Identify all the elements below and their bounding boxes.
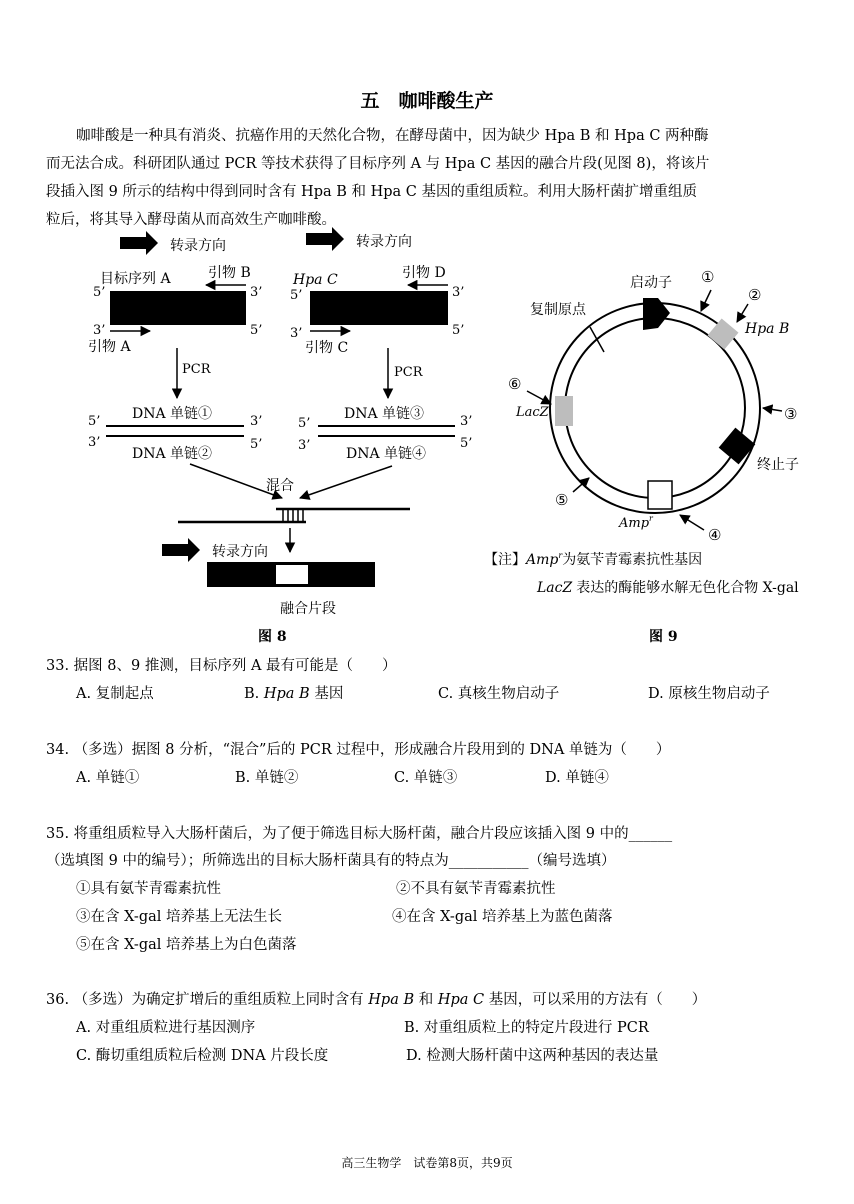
primer-a-label: 引物 A	[88, 339, 131, 355]
ss4-label: DNA 单链④	[346, 446, 427, 462]
q33-stem: 33. 据图 8、9 推测，目标序列 A 最有可能是（ ）	[46, 658, 397, 674]
q35-item-4: ④在含 X-gal 培养基上为蓝色菌落	[392, 909, 613, 925]
figure-9	[484, 268, 799, 645]
hpab-label: Hpa B	[745, 321, 790, 337]
hpac-block	[310, 291, 448, 325]
terminator-box	[719, 428, 756, 465]
fusion-junction	[276, 565, 308, 584]
transcription-arrow-left	[120, 231, 158, 255]
ori-label: 复制原点	[530, 302, 586, 318]
site-1-label: ①	[701, 268, 715, 286]
target-seq-block	[110, 291, 246, 325]
svg-text:5’: 5’	[250, 437, 263, 452]
q36-stem: 36. （多选）为确定扩增后的重组质粒上同时含有 Hpa B 和 Hpa C 基因，可以采用的方法有（ ）	[46, 992, 707, 1008]
site-4-label: ④	[708, 526, 722, 544]
svg-text:3’: 3’	[290, 326, 303, 341]
figure-8	[88, 227, 472, 645]
terminator-label: 终止子	[757, 457, 799, 473]
svg-text:3’: 3’	[298, 438, 311, 453]
svg-text:3’: 3’	[460, 414, 473, 429]
section-title: 五 咖啡酸生产	[360, 90, 494, 112]
transcription-label-left: 转录方向	[170, 238, 226, 254]
pcr-label-right: PCR	[394, 365, 423, 380]
svg-text:3’: 3’	[452, 285, 465, 300]
q35-stem-line2: （选填图 9 中的编号）；所筛选出的目标大肠杆菌具有的特点为___________（编号选填）	[46, 853, 616, 869]
intro-line-4: 粒后，将其导入酵母菌从而高效生产咖啡酸。	[46, 212, 336, 228]
site-6-label: ⑥	[508, 375, 522, 393]
svg-text:5’: 5’	[93, 285, 106, 300]
svg-text:5’: 5’	[250, 323, 263, 338]
q34-option-c[interactable]: C. 单链③	[394, 770, 458, 786]
svg-text:5’: 5’	[298, 416, 311, 431]
q33-option-d[interactable]: D. 原核生物启动子	[648, 686, 770, 702]
lacz-box	[555, 396, 573, 426]
lacz-label: LacZ	[516, 405, 549, 420]
plasmid-inner	[565, 318, 745, 498]
q35-item-1: ①具有氨苄青霉素抗性	[76, 881, 221, 897]
q35-item-5: ⑤在含 X-gal 培养基上为白色菌落	[76, 937, 297, 953]
site-3-label: ③	[784, 405, 798, 423]
intro-line-1: 咖啡酸是一种具有消炎、抗癌作用的天然化合物，在酵母菌中，因为缺少 Hpa B 和 Hpa C 两种酶	[76, 128, 709, 144]
svg-text:3’: 3’	[93, 323, 106, 338]
intro-line-3: 段插入图 9 所示的结构中得到同时含有 Hpa B 和 Hpa C 基因的重组质粒。利用大肠杆菌扩增重组质	[46, 184, 697, 200]
q34-option-a[interactable]: A. 单链①	[76, 770, 140, 786]
note-lacz: LacZ 表达的酶能够水解无色化合物 X-gal	[537, 580, 799, 596]
ss1-label: DNA 单链①	[132, 406, 213, 422]
svg-text:5’: 5’	[88, 414, 101, 429]
q33-option-a[interactable]: A. 复制起点	[76, 686, 154, 702]
fig8-caption: 图 8	[258, 629, 287, 645]
primer-d-label: 引物 D	[402, 265, 446, 281]
svg-text:3’: 3’	[250, 414, 263, 429]
promoter-label: 启动子	[630, 275, 672, 291]
q34-option-b[interactable]: B. 单链②	[235, 770, 299, 786]
q33-option-c[interactable]: C. 真核生物启动子	[438, 686, 560, 702]
transcription-arrow-right	[306, 227, 344, 251]
svg-text:5’: 5’	[452, 323, 465, 338]
q36-option-b[interactable]: B. 对重组质粒上的特定片段进行 PCR	[404, 1020, 649, 1036]
q36-option-c[interactable]: C. 酶切重组质粒后检测 DNA 片段长度	[76, 1048, 329, 1064]
q35-item-3: ③在含 X-gal 培养基上无法生长	[76, 909, 282, 925]
primer-c-label: 引物 C	[305, 340, 349, 356]
q34-option-d[interactable]: D. 单链④	[545, 770, 609, 786]
site-2-label: ②	[748, 286, 762, 304]
note-ampr: 【注】Amp$^r$为氨苄青霉素抗性基因	[484, 551, 703, 568]
intro-line-2: 而无法合成。科研团队通过 PCR 等技术获得了目标序列 A 与 Hpa C 基因的融合片段(见图 8)，将该片	[46, 156, 710, 172]
ampr-label: Amp$^r$	[619, 514, 653, 531]
transcription-label-right: 转录方向	[356, 234, 412, 250]
ss2-label: DNA 单链②	[132, 446, 213, 462]
fig9-caption: 图 9	[649, 629, 678, 645]
svg-text:3’: 3’	[88, 435, 101, 450]
primer-b-label: 引物 B	[208, 265, 251, 281]
q33-option-b[interactable]: B. Hpa B 基因	[244, 686, 344, 702]
q34-stem: 34. （多选）据图 8 分析，“混合”后的 PCR 过程中，形成融合片段用到的 DNA 单链为（ ）	[46, 742, 671, 758]
mix-label: 混合	[266, 478, 294, 494]
q35-stem-line1: 35. 将重组质粒导入大肠杆菌后，为了便于筛选目标大肠杆菌，融合片段应该插入图 9 中的______	[46, 826, 673, 842]
hpab-box	[708, 319, 739, 350]
ampr-box	[648, 481, 672, 509]
transcription-label-bottom: 转录方向	[212, 544, 268, 560]
ori-marker	[590, 327, 604, 352]
q36-option-d[interactable]: D. 检测大肠杆菌中这两种基因的表达量	[406, 1048, 659, 1064]
figures-area	[0, 225, 854, 650]
svg-text:5’: 5’	[460, 436, 473, 451]
pcr-label-left: PCR	[182, 362, 211, 377]
transcription-arrow-bottom	[162, 538, 200, 562]
q36-option-a[interactable]: A. 对重组质粒进行基因测序	[76, 1020, 256, 1036]
target-seq-label: 目标序列 A	[100, 271, 171, 287]
fusion-label: 融合片段	[280, 601, 336, 617]
svg-text:3’: 3’	[250, 285, 263, 300]
hpac-label: Hpa C	[293, 272, 338, 288]
base-pairing-ticks	[283, 509, 303, 522]
svg-text:5’: 5’	[290, 288, 303, 303]
q35-item-2: ②不具有氨苄青霉素抗性	[396, 881, 556, 897]
site-5-label: ⑤	[555, 491, 569, 509]
ss3-label: DNA 单链③	[344, 406, 425, 422]
page-footer: 高三生物学 试卷第8页，共9页	[341, 1156, 513, 1170]
